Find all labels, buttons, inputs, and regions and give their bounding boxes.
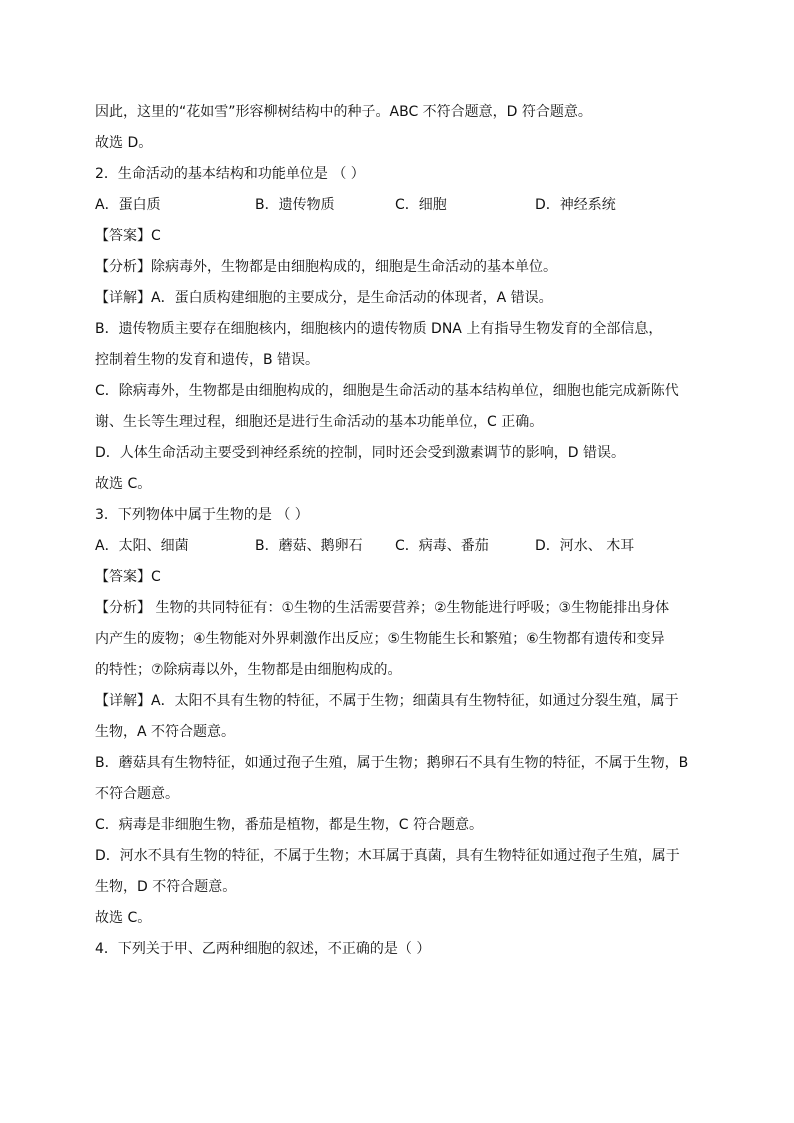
text-line: D．人体生命活动主要受到神经系统的控制，同时还会受到激素调节的影响，D 错误。 [95,445,626,461]
question-3-options [95,536,715,567]
answer-line: 【答案】C [95,228,161,244]
text-line: 因此，这里的“花如雪”形容柳树结构中的种子。ABC 不符合题意，D 符合题意。 [95,104,592,120]
option-d: D．神经系统 [535,197,616,213]
text-line: 不符合题意。 [95,786,179,802]
text-line: C．病毒是非细胞生物，番茄是植物，都是生物，C 符合题意。 [95,817,483,833]
explanation-line: 【详解】A．太阳不具有生物的特征，不属于生物；细菌具有生物特征，如通过分裂生殖，属于 [95,693,679,709]
question-2-stem: 2．生命活动的基本结构和功能单位是 （ ） [95,166,365,182]
option-b: B．遗传物质 [255,197,335,213]
analysis-line: 【分析】 生物的共同特征有：①生物的生活需要营养；②生物能进行呼吸；③生物能排出身体 [95,600,670,616]
text-line: 生物，D 不符合题意。 [95,879,237,895]
text-line: C．除病毒外，生物都是由细胞构成的，细胞是生命活动的基本结构单位，细胞也能完成新陈代 [95,383,679,399]
option-d: D．河水、 木耳 [535,538,635,554]
text-line: 内产生的废物；④生物能对外界刺激作出反应；⑤生物能生长和繁殖；⑥生物都有遗传和变异 [95,631,665,647]
text-line: 生物，A 不符合题意。 [95,724,236,740]
question-4-stem: 4．下列关于甲、乙两种细胞的叙述，不正确的是（ ） [95,941,431,957]
explanation-line: 【详解】A．蛋白质构建细胞的主要成分，是生命活动的体现者，A 错误。 [95,290,553,306]
text-line: 的特性；⑦除病毒以外，生物都是由细胞构成的。 [95,662,402,678]
text-line: 故选 D。 [95,135,153,151]
text-line: 故选 C。 [95,476,152,492]
analysis-line: 【分析】除病毒外，生物都是由细胞构成的，细胞是生命活动的基本单位。 [95,259,557,275]
text-line: 故选 C。 [95,910,152,926]
option-c: C．病毒、番茄 [395,538,489,554]
question-3-stem: 3．下列物体中属于生物的是 （ ） [95,507,309,523]
option-a: A．蛋白质 [95,197,161,213]
answer-line: 【答案】C [95,569,161,585]
text-line: 控制着生物的发育和遗传，B 错误。 [95,352,320,368]
text-line: 谢、生长等生理过程，细胞还是进行生命活动的基本功能单位，C 正确。 [95,414,544,430]
text-line: B．蘑菇具有生物特征，如通过孢子生殖，属于生物；鹅卵石不具有生物的特征，不属于生物，B [95,755,689,771]
option-a: A．太阳、细菌 [95,538,189,554]
question-2-options [95,195,715,226]
option-b: B．蘑菇、鹅卵石 [255,538,363,554]
text-line: B．遗传物质主要存在细胞核内，细胞核内的遗传物质 DNA 上有指导生物发育的全部信息， [95,321,663,337]
option-c: C．细胞 [395,197,447,213]
document-body [95,102,715,970]
text-line: D．河水不具有生物的特征，不属于生物；木耳属于真菌，具有生物特征如通过孢子生殖，属于 [95,848,680,864]
